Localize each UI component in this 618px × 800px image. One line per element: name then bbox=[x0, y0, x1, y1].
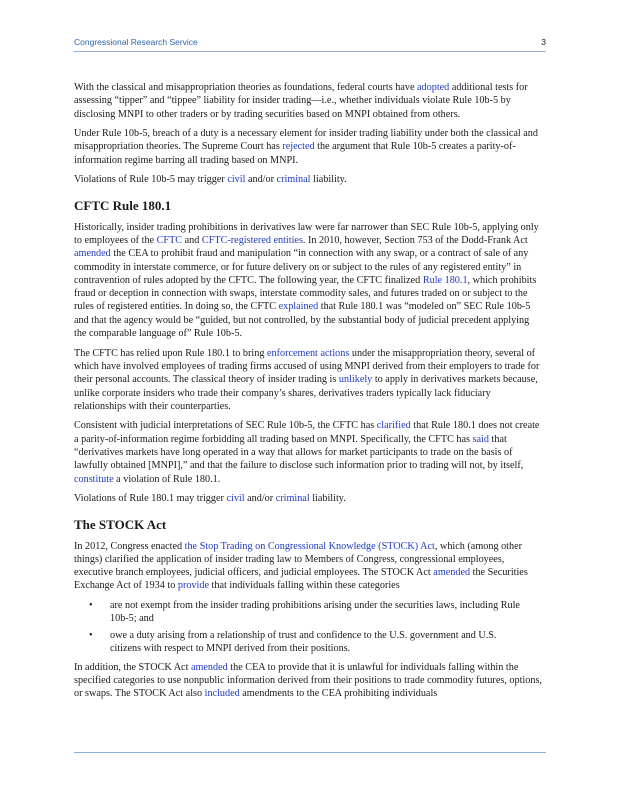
footer-divider bbox=[74, 752, 546, 753]
link-enforcement-actions[interactable]: enforcement actions bbox=[266, 347, 350, 359]
document-body bbox=[74, 81, 544, 707]
heading-cftc-rule: CFTC Rule 180.1 bbox=[74, 197, 172, 213]
paragraph-6: Consistent with judicial interpretations of SEC Rule 10b-5, the CFTC has clarified that Rule 180.1 does not create a parity-of-information regime forbidding all trading based on MNPI. Specifically, the CFTC has said that “derivatives markets have long operated in a way that allows for market participants to trade on the basis of lawfully obtained [MNPI],” and that the failure to disclose such information prior to trading will not, by itself, constitute a violation of Rule 180.1. bbox=[74, 420, 540, 485]
header-divider bbox=[74, 51, 546, 52]
link-amended[interactable]: amended bbox=[74, 248, 111, 260]
paragraph-4: Historically, insider trading prohibitions in derivatives law were far narrower than SEC Rule 10b-5, applying only to employees of the CFTC and CFTC-registered entities. In 2010, however, Section 753 of the Dodd-Frank Act amended the CEA to prohibit fraud and manipulation “in connection with any swap, or a contract of sale of any commodity in interstate commerce, or for future delivery on or subject to the rules of any registered entity” in contravention of rules adopted by the CFTC. The following year, the CFTC finalized Rule 180.1, which prohibits fraud or deception in connection with swaps, interstate commodity sales, and futures traded on or subject to the rules of registered entities. In doing so, the CFTC explained that Rule 180.1 was “modeled on” SEC Rule 10b-5 and that the agency would be “guided, but not controlled, by the substantial body of judicial precedent applying the comparable language of” Rule 10b-5. bbox=[74, 221, 539, 340]
paragraph-8: In 2012, Congress enacted the Stop Trading on Congressional Knowledge (STOCK) Act, which (among other things) clarified the application of insider trading law to Members of Congress, congressional employees, executive branch employees, judicial officers, and judicial employees. The STOCK Act amended the Securities Exchange Act of 1934 to provide that individuals falling within these categories bbox=[74, 540, 528, 592]
link-rejected[interactable]: rejected bbox=[282, 141, 315, 153]
paragraph-7: Violations of Rule 180.1 may trigger civil and/or criminal liability. bbox=[74, 493, 346, 505]
link-rule-180-1[interactable]: Rule 180.1 bbox=[422, 274, 468, 286]
bullet-icon: • bbox=[89, 599, 93, 611]
paragraph-2: Under Rule 10b-5, breach of a duty is a necessary element for insider trading liability under both the classical and misappropriation theories. The Supreme Court has rejected the argument that Rule 10b-5 creates a parity-of-information regime barring all trading based on MNPI. bbox=[74, 128, 538, 166]
link-amended-3[interactable]: amended bbox=[190, 661, 228, 673]
link-cftc[interactable]: CFTC bbox=[156, 234, 183, 246]
link-stock-act[interactable]: the Stop Trading on Congressional Knowledge (STOCK) Act bbox=[184, 540, 435, 552]
list-item: • owe a duty arising from a relationship of trust and confidence to the U.S. government and U.S. citizens with respect to MNPI derived from their positions. bbox=[89, 630, 497, 655]
bullet-icon: • bbox=[89, 630, 93, 642]
link-clarified[interactable]: clarified bbox=[376, 420, 411, 432]
page-number: 3 bbox=[541, 37, 546, 47]
link-included[interactable]: included bbox=[204, 688, 240, 700]
link-provide[interactable]: provide bbox=[177, 580, 209, 592]
link-explained[interactable]: explained bbox=[278, 301, 319, 313]
paragraph-5: The CFTC has relied upon Rule 180.1 to bring enforcement actions under the misappropriation theory, several of which have involved employees of trading firms accused of using MNPI derived from their employers to trade for their personal accounts. The classical theory of insider trading is unlikely to apply in derivatives markets because, unlike corporate insiders who trade their company’s shares, derivatives traders typically lack fiduciary relationships with their counterparties. bbox=[74, 347, 540, 412]
heading-stock-act: The STOCK Act bbox=[74, 516, 167, 532]
list-item: • are not exempt from the insider trading prohibitions arising under the securities laws, including Rule 10b-5; and bbox=[89, 599, 520, 625]
link-adopted[interactable]: adopted bbox=[417, 82, 450, 93]
bullet-list bbox=[74, 599, 544, 656]
link-unlikely[interactable]: unlikely bbox=[338, 374, 373, 386]
paragraph-9: In addition, the STOCK Act amended the CEA to provide that it is unlawful for individuals falling within the specified categories to use nonpublic information derived from their positions to trade commodity futures, options, or swaps. The STOCK Act also included amendments to the CEA prohibiting individuals bbox=[74, 661, 542, 700]
link-amended-2[interactable]: amended bbox=[433, 567, 471, 579]
link-said[interactable]: said bbox=[472, 433, 489, 445]
paragraph-1: With the classical and misappropriation theories as foundations, federal courts have adopted additional tests for assessing “tipper” and “tippee” liability for insider trading—i.e., whether individuals violate Rule 10b-5 by disclosing MNPI to other traders or by trading securities based on MNPI obtained from others. bbox=[74, 82, 528, 120]
header-title: Congressional Research Service bbox=[74, 37, 198, 47]
link-criminal[interactable]: criminal bbox=[276, 174, 311, 186]
page-header bbox=[74, 37, 546, 51]
link-civil-2[interactable]: civil bbox=[226, 493, 245, 505]
link-criminal-2[interactable]: criminal bbox=[275, 493, 310, 505]
link-constitute[interactable]: constitute bbox=[74, 473, 114, 485]
paragraph-3: Violations of Rule 10b-5 may trigger civil and/or criminal liability. bbox=[74, 174, 347, 186]
link-civil[interactable]: civil bbox=[227, 174, 246, 186]
link-cftc-registered-entities[interactable]: CFTC-registered entities bbox=[201, 234, 303, 246]
